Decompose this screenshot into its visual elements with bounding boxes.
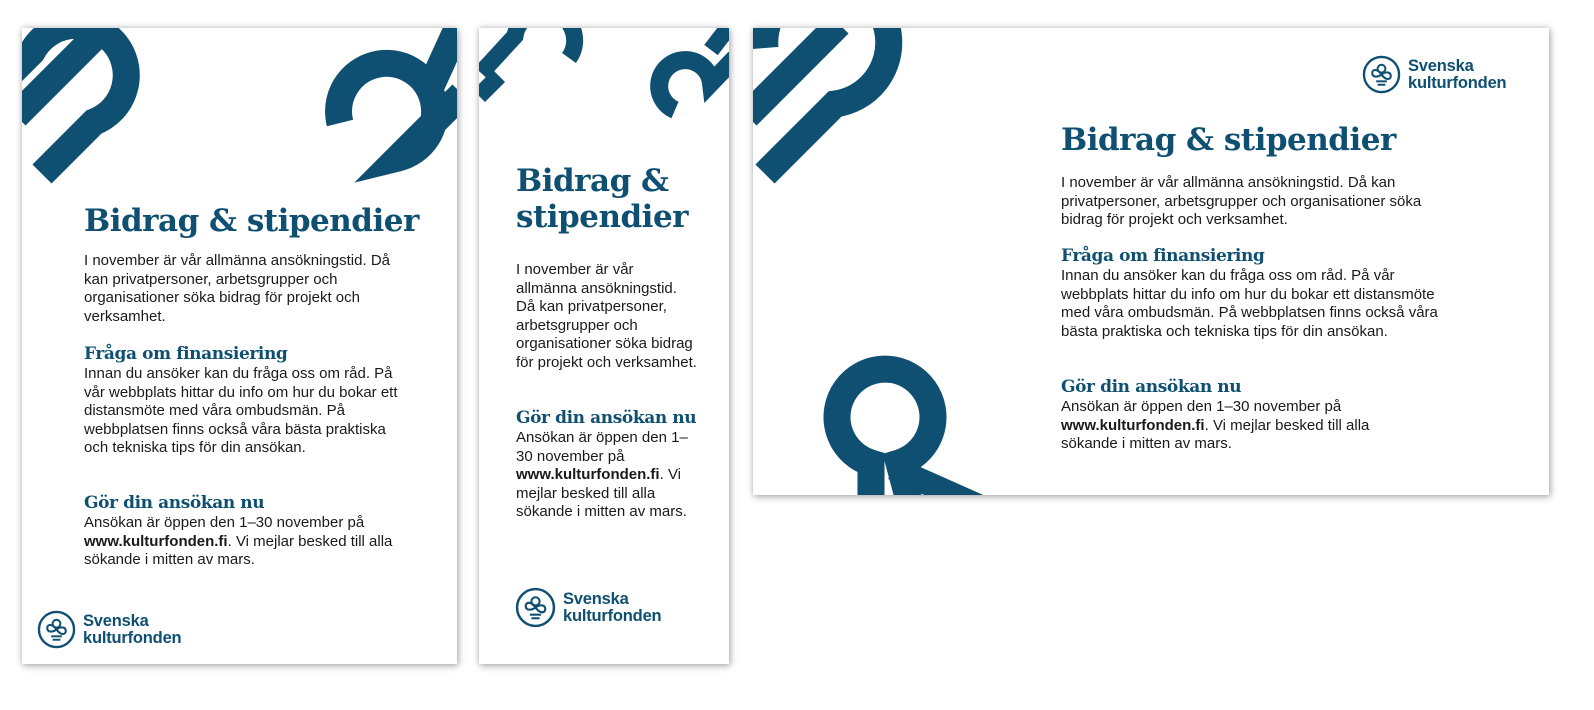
section-text-ansokan (1061, 398, 1421, 454)
brand-name (83, 613, 181, 647)
section-heading-finansiering: Fråga om finansiering (84, 344, 288, 364)
brand-name-line2: kulturfonden (83, 628, 182, 647)
brand-logo (1362, 55, 1506, 94)
brand-logo (515, 587, 661, 628)
ansokan-text-before: Ansökan är öppen den 1–30 november på (1061, 398, 1342, 415)
intro-text: I november är vår allmänna ansökningstid. Då kan privatpersoner, arbetsgrupper och organisationer söka bidrag för projekt och verksamhet. (1061, 174, 1422, 229)
section-text-finansiering: Innan du ansöker kan du fråga oss om råd. På vår webbplats hittar du info om hur du bokar ett distansmöte med våra ombudsmän. På webbplatsen finns också våra bästa praktiska och tekniska tips för din ansökan. (1061, 267, 1438, 340)
page-title: Bidrag & stipendier (516, 163, 688, 235)
intro-text: I november är vår allmänna ansökningstid. Då kan privatpersoner, arbetsgrupper och organisationer söka bidrag för projekt och verksamhet. (516, 261, 697, 371)
brand-name-line1: Svenska (83, 611, 149, 630)
website-link[interactable]: www.kulturfonden.fi (1061, 416, 1205, 434)
kulturfonden-emblem-icon (515, 587, 556, 628)
brand-name (563, 591, 661, 625)
intro-text: I november är vår allmänna ansökningstid. Då kan privatpersoner, arbetsgrupper och organisationer söka bidrag för projekt och verksamhet. (84, 252, 390, 325)
flyer-landscape (753, 28, 1549, 495)
brand-name-line1: Svenska (1408, 56, 1474, 75)
brand-name-line2: kulturfonden (563, 606, 662, 625)
flyer-narrow (479, 28, 729, 664)
page-title: Bidrag & stipendier (84, 203, 419, 239)
brand-name (1408, 58, 1506, 92)
ansokan-text-after: . Vi mejlar besked till alla sökande i mitten av mars. (84, 532, 393, 569)
section-heading-ansokan: Gör din ansökan nu (516, 408, 697, 428)
brand-name-line1: Svenska (563, 589, 629, 608)
flyer-portrait (22, 28, 457, 664)
kulturfonden-emblem-icon (37, 610, 76, 649)
ansokan-text-after: . Vi mejlar besked till alla sökande i mitten av mars. (1061, 416, 1370, 453)
section-heading-ansokan: Gör din ansökan nu (1061, 377, 1242, 397)
website-link[interactable]: www.kulturfonden.fi (84, 532, 228, 550)
kulturfonden-emblem-icon (1362, 55, 1401, 94)
ansokan-text-after: . Vi mejlar besked till alla sökande i mitten av mars. (516, 466, 687, 521)
brand-logo (37, 610, 181, 649)
website-link[interactable]: www.kulturfonden.fi (516, 466, 660, 484)
ansokan-text-before: Ansökan är öppen den 1–30 november på (84, 514, 365, 531)
section-text-finansiering: Innan du ansöker kan du fråga oss om råd. På vår webbplats hittar du info om hur du bokar ett distansmöte med våra ombudsmän. På webbplatsen finns också våra bästa praktiska och tekniska tips för din ansökan. (84, 365, 398, 457)
section-text-ansokan (84, 514, 404, 570)
section-text-ansokan (516, 429, 694, 522)
brand-name-line2: kulturfonden (1408, 73, 1507, 92)
page-title: Bidrag & stipendier (1061, 122, 1396, 158)
section-heading-ansokan: Gör din ansökan nu (84, 493, 265, 513)
section-heading-finansiering: Fråga om finansiering (1061, 246, 1265, 266)
ansokan-text-before: Ansökan är öppen den 1–30 november på (516, 429, 688, 465)
